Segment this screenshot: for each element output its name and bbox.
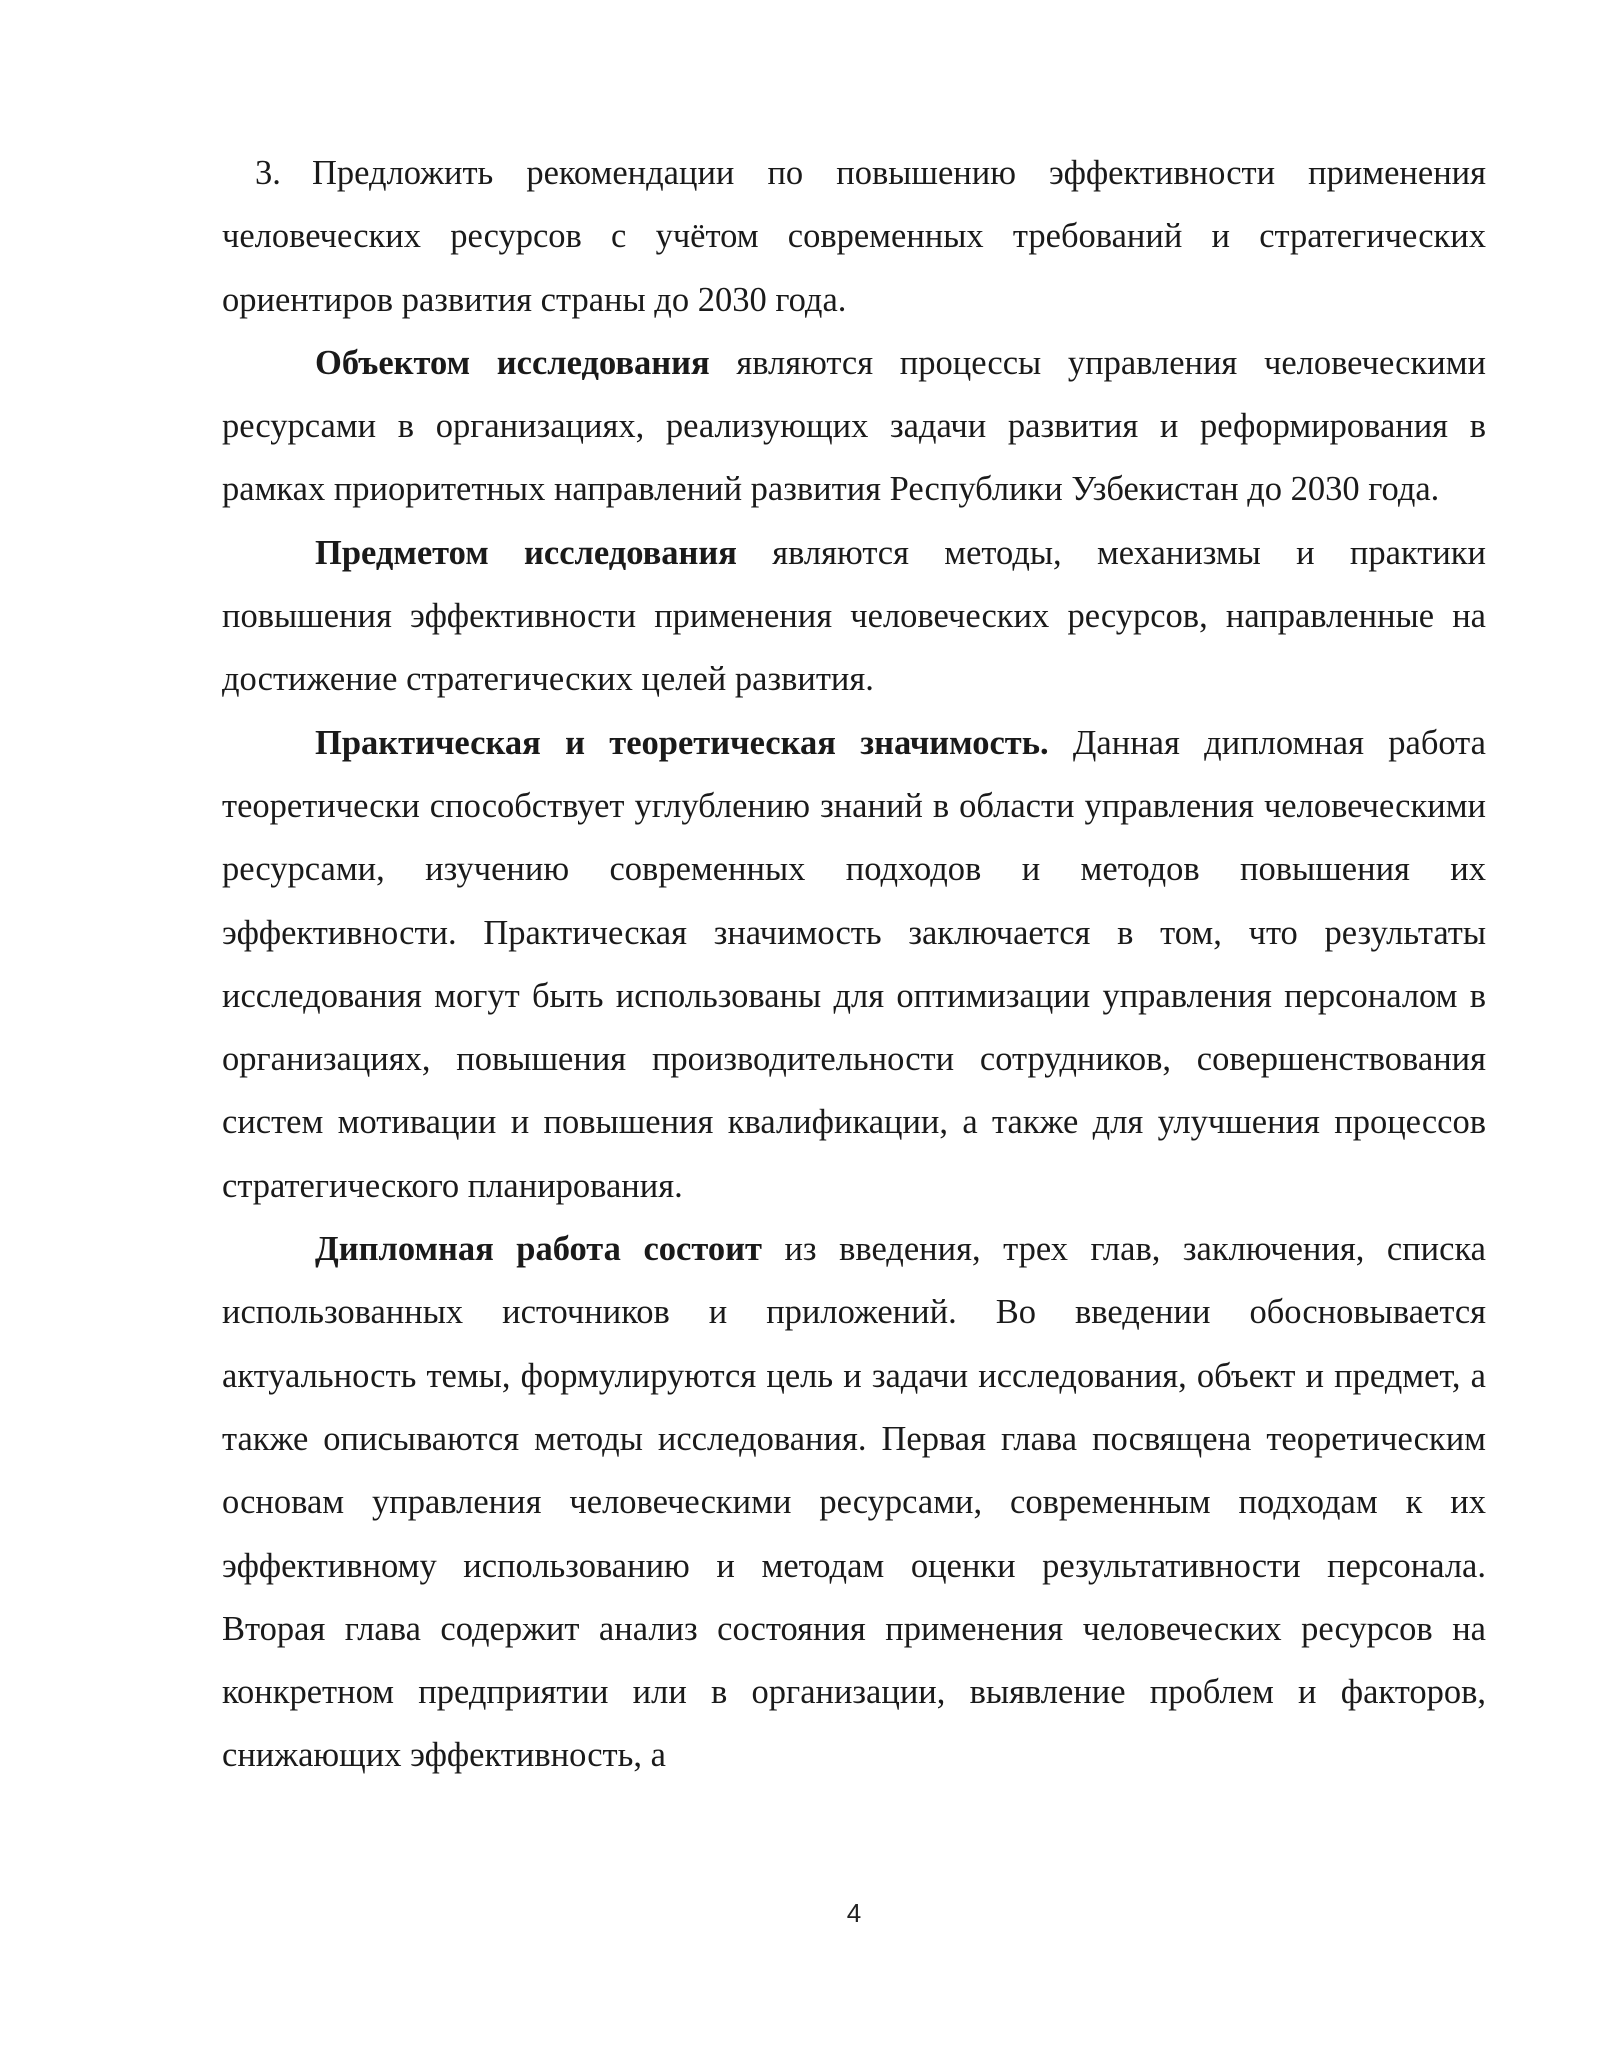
significance-lead: Практическая и теоретическая значимость. xyxy=(315,723,1049,762)
subject-paragraph xyxy=(222,522,1486,712)
object-text: являются процессы управления человеческими ресурсами в организациях, реализующих задачи развития и реформирования в рамках приоритетных направлений развития Республики Узбекистан до 2030 года. xyxy=(222,343,1486,509)
subject-lead: Предметом исследования xyxy=(315,533,737,572)
page-number: 4 xyxy=(846,1898,862,1928)
structure-paragraph xyxy=(222,1218,1486,1788)
structure-text: из введения, трех глав, заключения, списка использованных источников и приложений. Во введении обосновывается актуальность темы, формулируются цель и задачи исследования, объект и предмет, а также описываются методы исследования. Первая глава посвящена теоретическим основам управления человеческими ресурсами, современным подходам к их эффективному использованию и методам оценки результативности персонала. Вторая глава содержит анализ состояния применения человеческих ресурсов на конкретном предприятии или в организации, выявление проблем и факторов, снижающих эффективность, а xyxy=(222,1230,1486,1775)
subject-text: являются методы, механизмы и практики повышения эффективности применения человеческих ресурсов, направленные на достижение стратегических целей развития. xyxy=(222,533,1487,699)
list-item-number: 3. xyxy=(255,154,281,192)
significance-text: Данная дипломная работа теоретически способствует углублению знаний в области управления человеческими ресурсами, изучению современных подходов и методов повышения их эффективности. Практическая значимость заключается в том, что результаты исследования могут быть использованы для оптимизации управления персоналом в организациях, повышения производительности сотрудников, совершенствования систем мотивации и повышения квалификации, а также для улучшения процессов стратегического планирования. xyxy=(222,723,1486,1205)
structure-lead: Дипломная работа состоит xyxy=(315,1230,762,1269)
significance-paragraph xyxy=(222,712,1486,1218)
object-paragraph xyxy=(222,332,1486,522)
list-item-3 xyxy=(222,142,1486,332)
object-lead: Объектом исследования xyxy=(315,343,710,382)
document-page xyxy=(222,142,1486,1788)
list-item-text: Предложить рекомендации по повышению эффективности применения человеческих ресурсов с учётом современных требований и стратегических ориентиров развития страны до 2030 года. xyxy=(222,154,1486,319)
